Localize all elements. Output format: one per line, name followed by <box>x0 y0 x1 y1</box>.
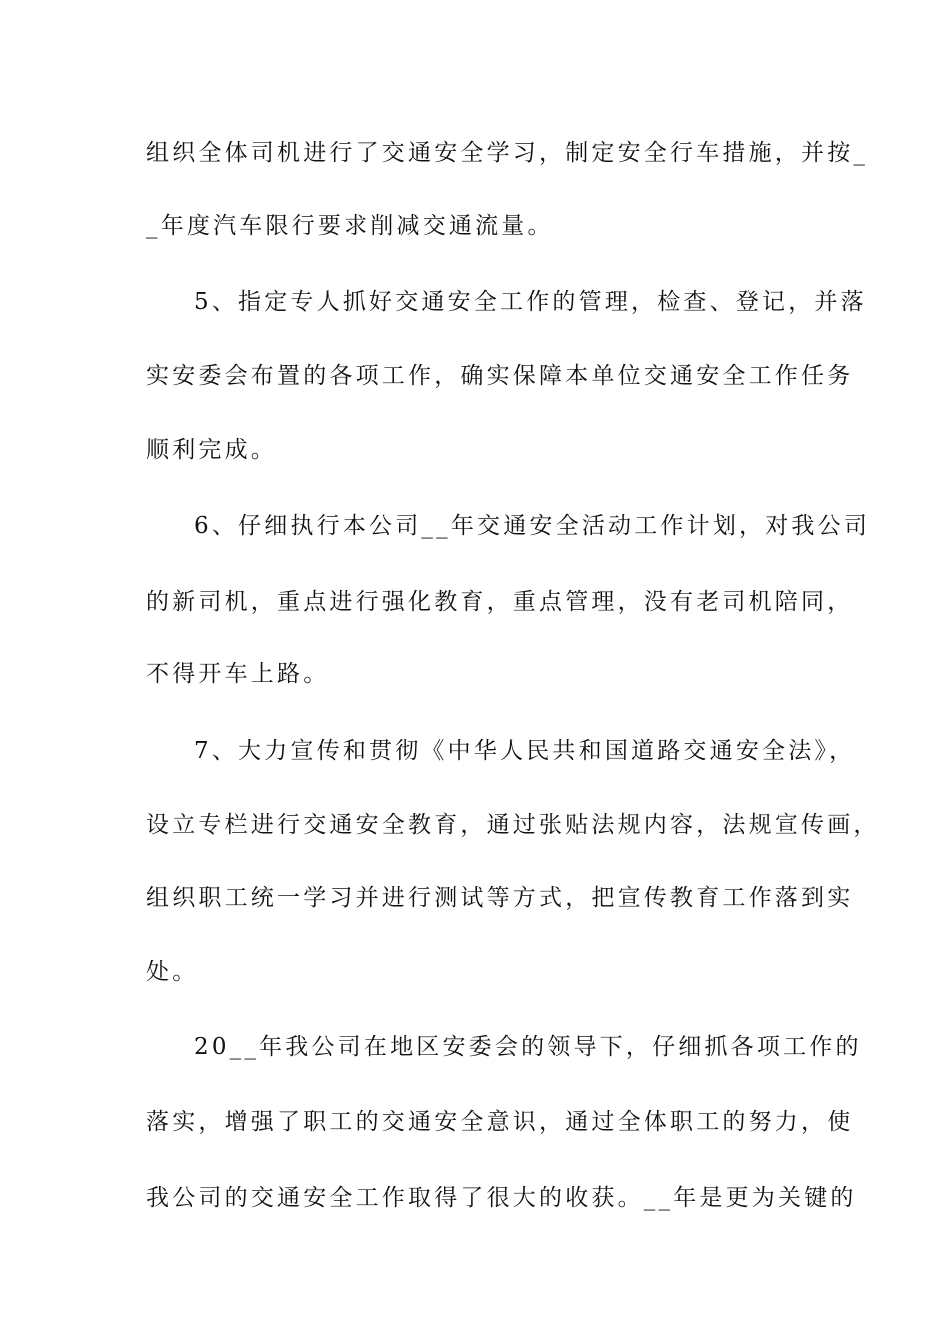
text-line: 实安委会布置的各项工作，确实保障本单位交通安全工作任务 <box>146 363 854 389</box>
paragraph-item-7: 7、大力宣传和贯彻《中华人民共和国道路交通安全法》， <box>194 738 856 764</box>
text-line: 顺利完成。 <box>146 437 277 463</box>
paragraph-item-6: 6、仔细执行本公司__年交通安全活动工作计划，对我公司 <box>194 513 871 539</box>
text-line: 组织全体司机进行了交通安全学习，制定安全行车措施，并按_ <box>146 140 869 166</box>
text-line: 的新司机，重点进行强化教育，重点管理，没有老司机陪同， <box>146 589 854 615</box>
text-line: _年度汽车限行要求削减交通流量。 <box>146 213 554 239</box>
paragraph-item-5: 5、指定专人抓好交通安全工作的管理，检查、登记，并落 <box>194 289 867 315</box>
text-line: 组织职工统一学习并进行测试等方式，把宣传教育工作落到实 <box>146 885 854 911</box>
text-line: 设立专栏进行交通安全教育，通过张贴法规内容，法规宣传画， <box>146 812 880 838</box>
text-line: 落实，增强了职工的交通安全意识，通过全体职工的努力，使 <box>146 1109 854 1135</box>
paragraph-summary: 20__年我公司在地区安委会的领导下，仔细抓各项工作的 <box>194 1034 862 1060</box>
text-line: 我公司的交通安全工作取得了很大的收获。__年是更为关键的 <box>146 1185 857 1211</box>
text-line: 不得开车上路。 <box>146 661 330 687</box>
text-line: 处。 <box>146 959 199 985</box>
